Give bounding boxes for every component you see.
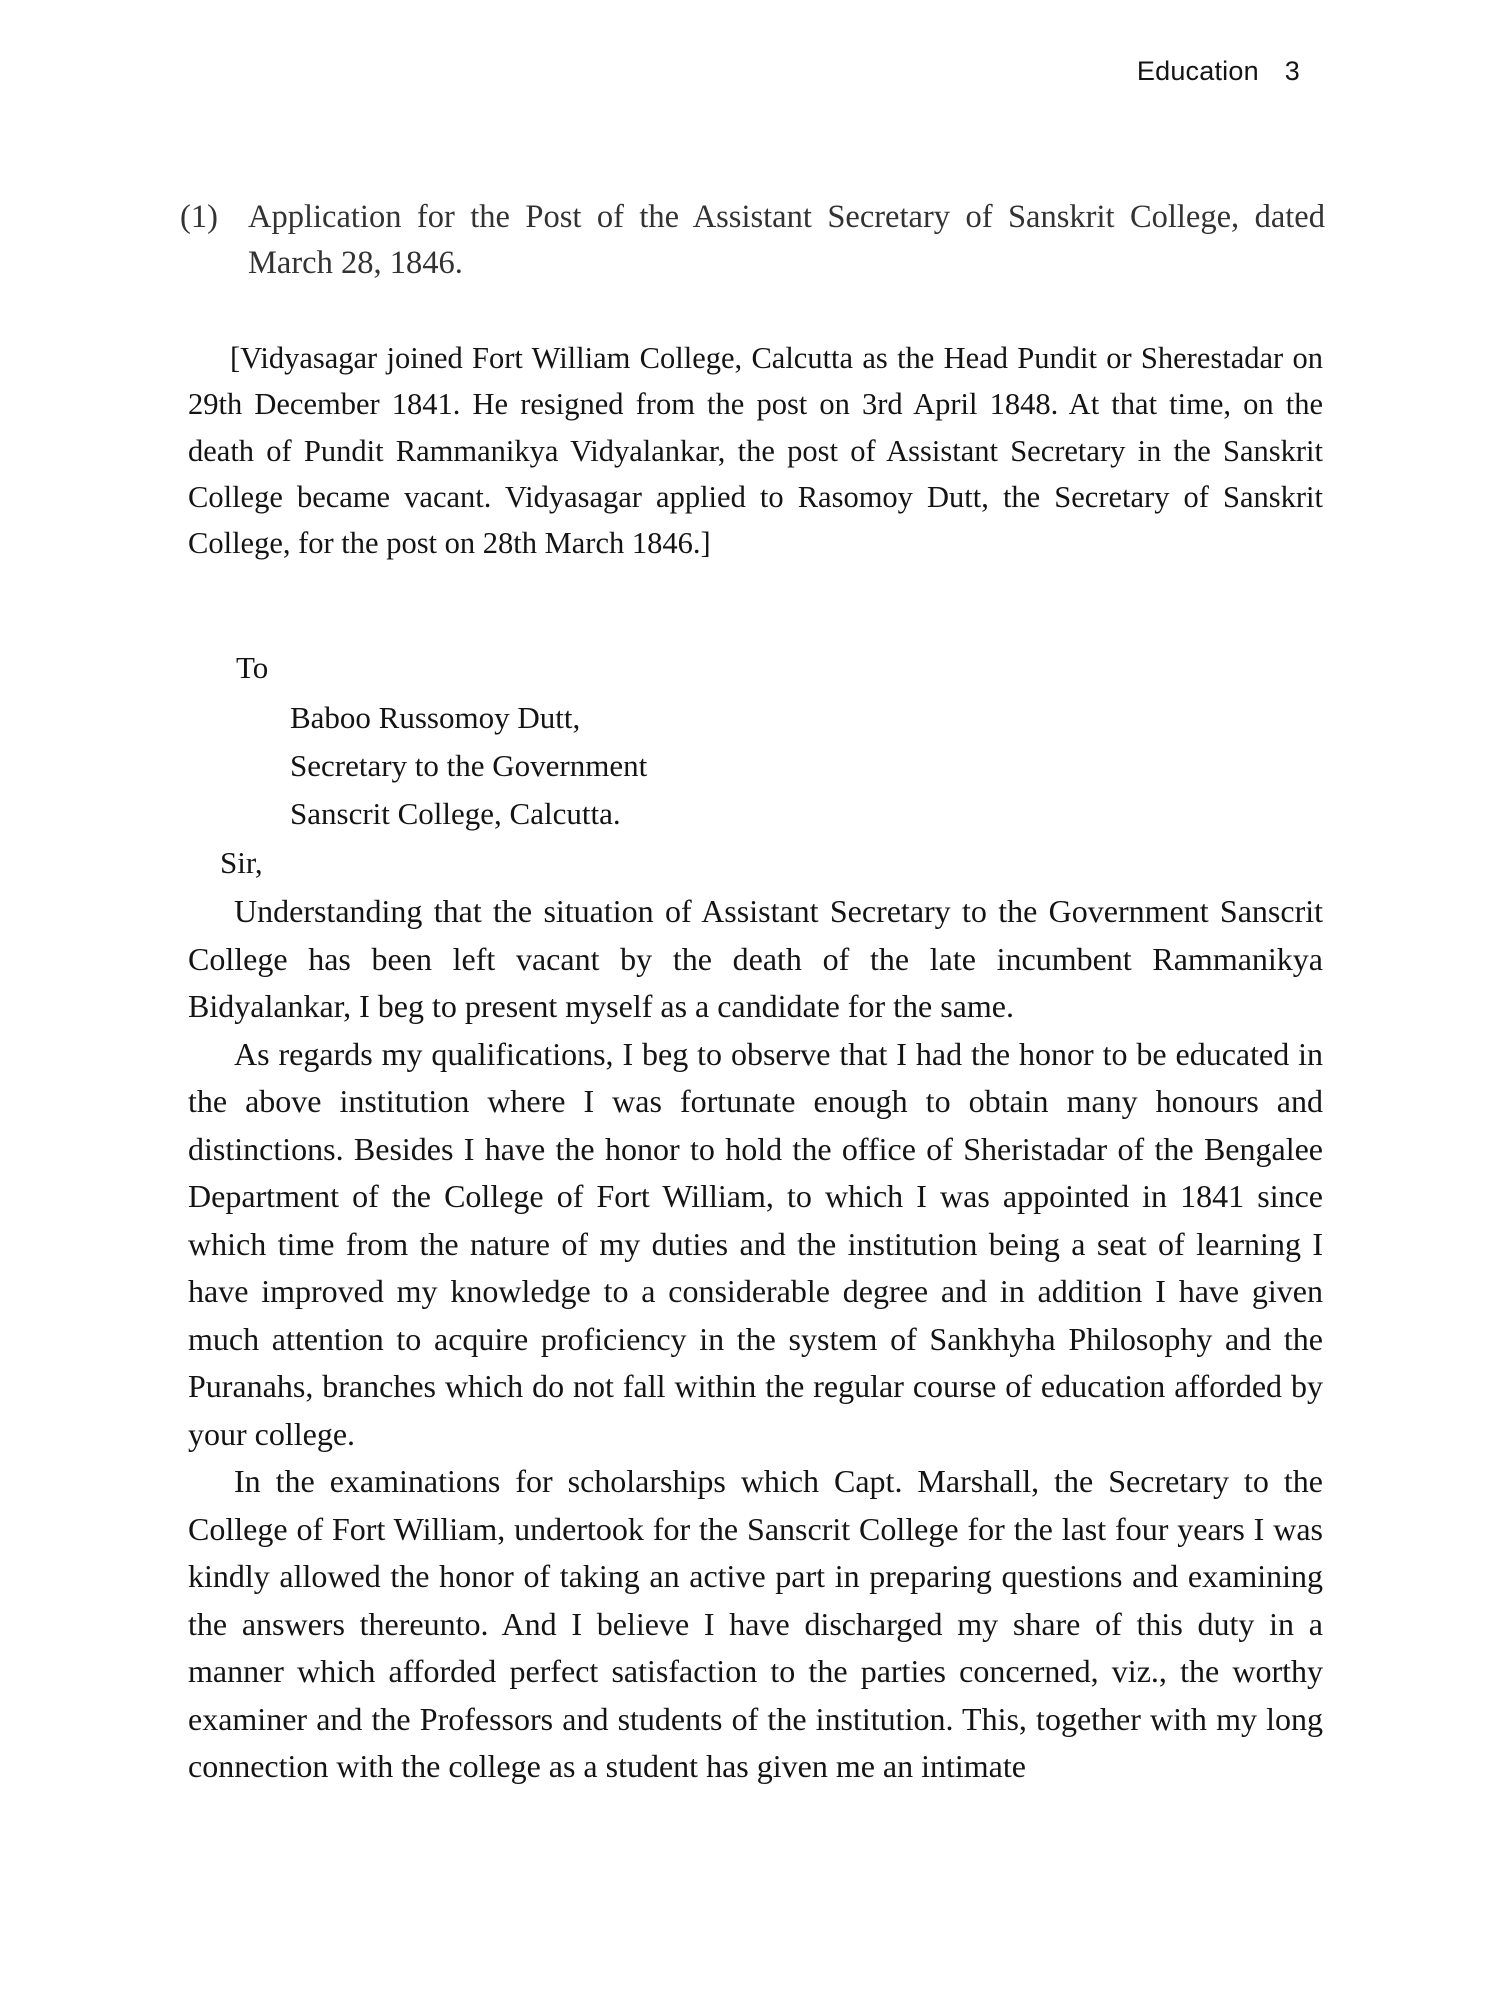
address-line: Secretary to the Government [290, 748, 648, 783]
intro-note: [Vidyasagar joined Fort William College, Calcutta as the Head Pundit or Sherestadar on 29th December 1841. He resigned from the post on 3rd April 1848. At that time, on the death of Pundit Rammanikya Vidyalankar, the post of Assistant Secretary in the Sanskrit College became vacant. Vidyasagar applied to Rasomoy Dutt, the Secretary of Sanskrit College, for the post on 28th March 1846.] [188, 341, 1323, 561]
item-number: (1) [180, 199, 218, 235]
address-line: Baboo Russomoy Dutt, [290, 700, 581, 735]
running-title: Education [1136, 56, 1259, 86]
salutation: Sir, [220, 845, 263, 880]
page-number: 3 [1284, 56, 1300, 86]
letter-paragraph: In the examinations for scholarships which Capt. Marshall, the Secretary to the College of Fort William, undertook for the Sanscrit College for the last four years I was kindly allowed the honor of taking an active part in preparing questions and examining the answers thereunto. And I believe I have discharged my share of this duty in a manner which afforded perfect satisfaction to the parties concerned, viz., the worthy examiner and the Professors and students of the institution. This, together with my long connection with the college as a student has given me an intimate [188, 1463, 1323, 1784]
address-line: Sanscrit College, Calcutta. [290, 796, 621, 831]
letter-paragraph: As regards my qualifications, I beg to observe that I had the honor to be educated in the above institution where I was fortunate enough to obtain many honours and distinctions. Besides I have the honor to hold the office of Sheristadar of the Bengalee Department of the College of Fort William, to which I was appointed in 1841 since which time from the nature of my duties and the institution being a seat of learning I have improved my knowledge to a considerable degree and in addition I have given much attention to acquire proficiency in the system of Sankhyha Philosophy and the Puranahs, branches which do not fall within the regular course of education afforded by your college. [188, 1035, 1323, 1452]
letter-to: To [236, 650, 269, 685]
letter-paragraph: Understanding that the situation of Assistant Secretary to the Government Sanscrit College has been left vacant by the death of the late incumbent Rammanikya Bidyalankar, I beg to present myself as a candidate for the same. [188, 893, 1323, 1024]
letter-body [188, 888, 1323, 1791]
item-heading [180, 194, 1325, 286]
running-header [1137, 56, 1300, 87]
item-title: Application for the Post of the Assistant Secretary of Sanskrit College, dated March 28, 1846. [248, 199, 1325, 281]
